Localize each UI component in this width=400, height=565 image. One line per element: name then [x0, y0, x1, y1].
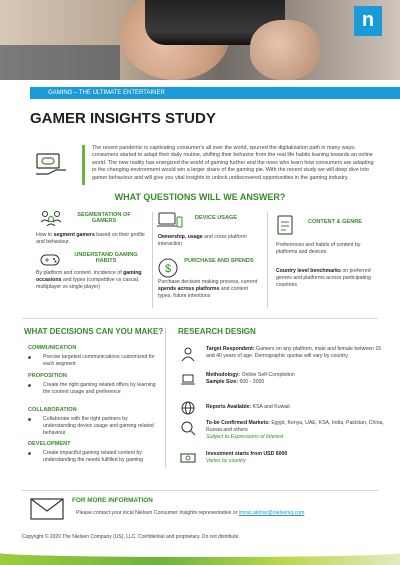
- questions-heading: WHAT QUESTIONS WILL WE ANSWER?: [114, 192, 286, 202]
- research-investment: Investment starts from USD 6000 Varies by country: [180, 449, 385, 465]
- more-info-text: Please contact your local Nielsen Consumer Insights representative or imraz.akhtar@nielseniq.com: [76, 510, 305, 516]
- nielsen-logo: n: [354, 6, 382, 36]
- decision-development: DEVELOPMENT Create impactful gaming related content by understanding the needs fulfilled by gaming: [28, 441, 144, 463]
- money-stack-icon: [180, 449, 196, 465]
- research-respondent: Target Respondent: Gamers on any platform, male and female between 15 and 40 years of age. Demographic quotas will vary by country.: [180, 346, 385, 362]
- decision-proposition: PROPOSITION Create the right gaming related offers by learning the content usage and preference: [28, 373, 156, 395]
- person-icon: [180, 346, 196, 362]
- research-markets: To-be Confirmed Markets: Egypt, Kenya, UAE, KSA, India, Pakistan, China, Russia and others Subject to Expressions of Interest: [180, 420, 385, 441]
- hero-shirt: [0, 45, 120, 80]
- content-genre-heading: CONTENT & GENRE: [307, 219, 363, 225]
- page-title: GAMER INSIGHTS STUDY: [30, 110, 216, 127]
- gamepad-icon: [40, 251, 60, 269]
- device-usage-text: Ownership, usage and cross platform interaction: [158, 234, 247, 247]
- purchase-text: Purchase decision making process, current spends across platforms and content types, future intentions: [158, 279, 258, 299]
- habits-text: By platform and content. Incidence of gaming occasions and types (competitive vs casual, multiplayer vs single player): [36, 270, 142, 290]
- content-genre-text-1: Preferences and habits of content by platforms and devices: [276, 242, 361, 255]
- more-info-box: [22, 490, 378, 526]
- more-info-heading: FOR MORE INFORMATION: [72, 497, 153, 504]
- research-reports: Reports Available: KSA and Kuwait: [180, 400, 385, 416]
- content-genre-text-2: Country level benchmarks on preferred genres and platforms across participating countries: [276, 268, 371, 288]
- world-search-icon: [180, 420, 196, 436]
- purchase-heading: PURCHASE AND SPENDS: [184, 258, 254, 264]
- decision-collaboration: COLLABORATION Collaborate with the right partners by understanding device usage and gaming related behaviour: [28, 407, 154, 436]
- contact-email-link[interactable]: imraz.akhtar@nielseniq.com: [238, 510, 305, 516]
- research-methodology: Methodology: Online Self-Completion Sample Size: 600 - 2000: [180, 372, 385, 388]
- bottom-decorative-strip: [0, 549, 400, 565]
- decision-communication: COMMUNICATION Precise targeted communications customized for each segment: [28, 345, 155, 367]
- research-heading: RESEARCH DESIGN: [178, 327, 256, 336]
- hero-hand: [250, 20, 320, 80]
- intro-paragraph: The recent pandemic is captivating consumer's all over the world, spurred the digitalization path in many ways; consumers started to adapt their daily routine, shifting their behavior from the real life habits leaning towards an online world. The new reality has energized the world of gaming further and the ones who learn how consumers are adapting to the changing environment would win a larger share of the gaming pie. With the recent study we will deep dive into gamer behaviour and will give you vital insights to unlock undiscovered opportunities in the gaming industry.: [92, 145, 374, 181]
- habits-heading: UNDERSTAND GAMING HABITS: [74, 252, 138, 265]
- copyright-text: Copyright © 2020 The Nielsen Company (US), LLC. Confidential and proprietary. Do not distribute.: [22, 534, 240, 540]
- segmentation-text: How to segment gamers based on their profile and behaviour.: [36, 232, 145, 245]
- laptop-icon: [180, 372, 196, 388]
- envelope-icon: [30, 498, 64, 520]
- dollar-coin-icon: [157, 257, 179, 279]
- hero-image: [0, 0, 400, 80]
- device-usage-heading: DEVICE USAGE: [194, 215, 238, 221]
- decisions-heading: WHAT DECISIONS CAN YOU MAKE?: [24, 327, 164, 336]
- devices-icon: [157, 212, 183, 230]
- intro-accent-bar: [82, 145, 85, 185]
- globe-icon: [180, 400, 196, 416]
- section-divider: [22, 318, 378, 319]
- gamepad-hand-icon: [34, 152, 70, 178]
- column-divider-2: [267, 212, 268, 308]
- column-divider-3: [165, 328, 166, 468]
- column-divider-1: [152, 212, 153, 308]
- people-group-icon: [40, 210, 62, 226]
- svg-text:$: $: [164, 263, 172, 275]
- category-tag: GAMING – THE ULTIMATE ENTERTAINER: [30, 87, 400, 99]
- document-icon: [276, 214, 294, 236]
- segmentation-heading: SEGMENTATION OF GAMERS: [77, 212, 131, 225]
